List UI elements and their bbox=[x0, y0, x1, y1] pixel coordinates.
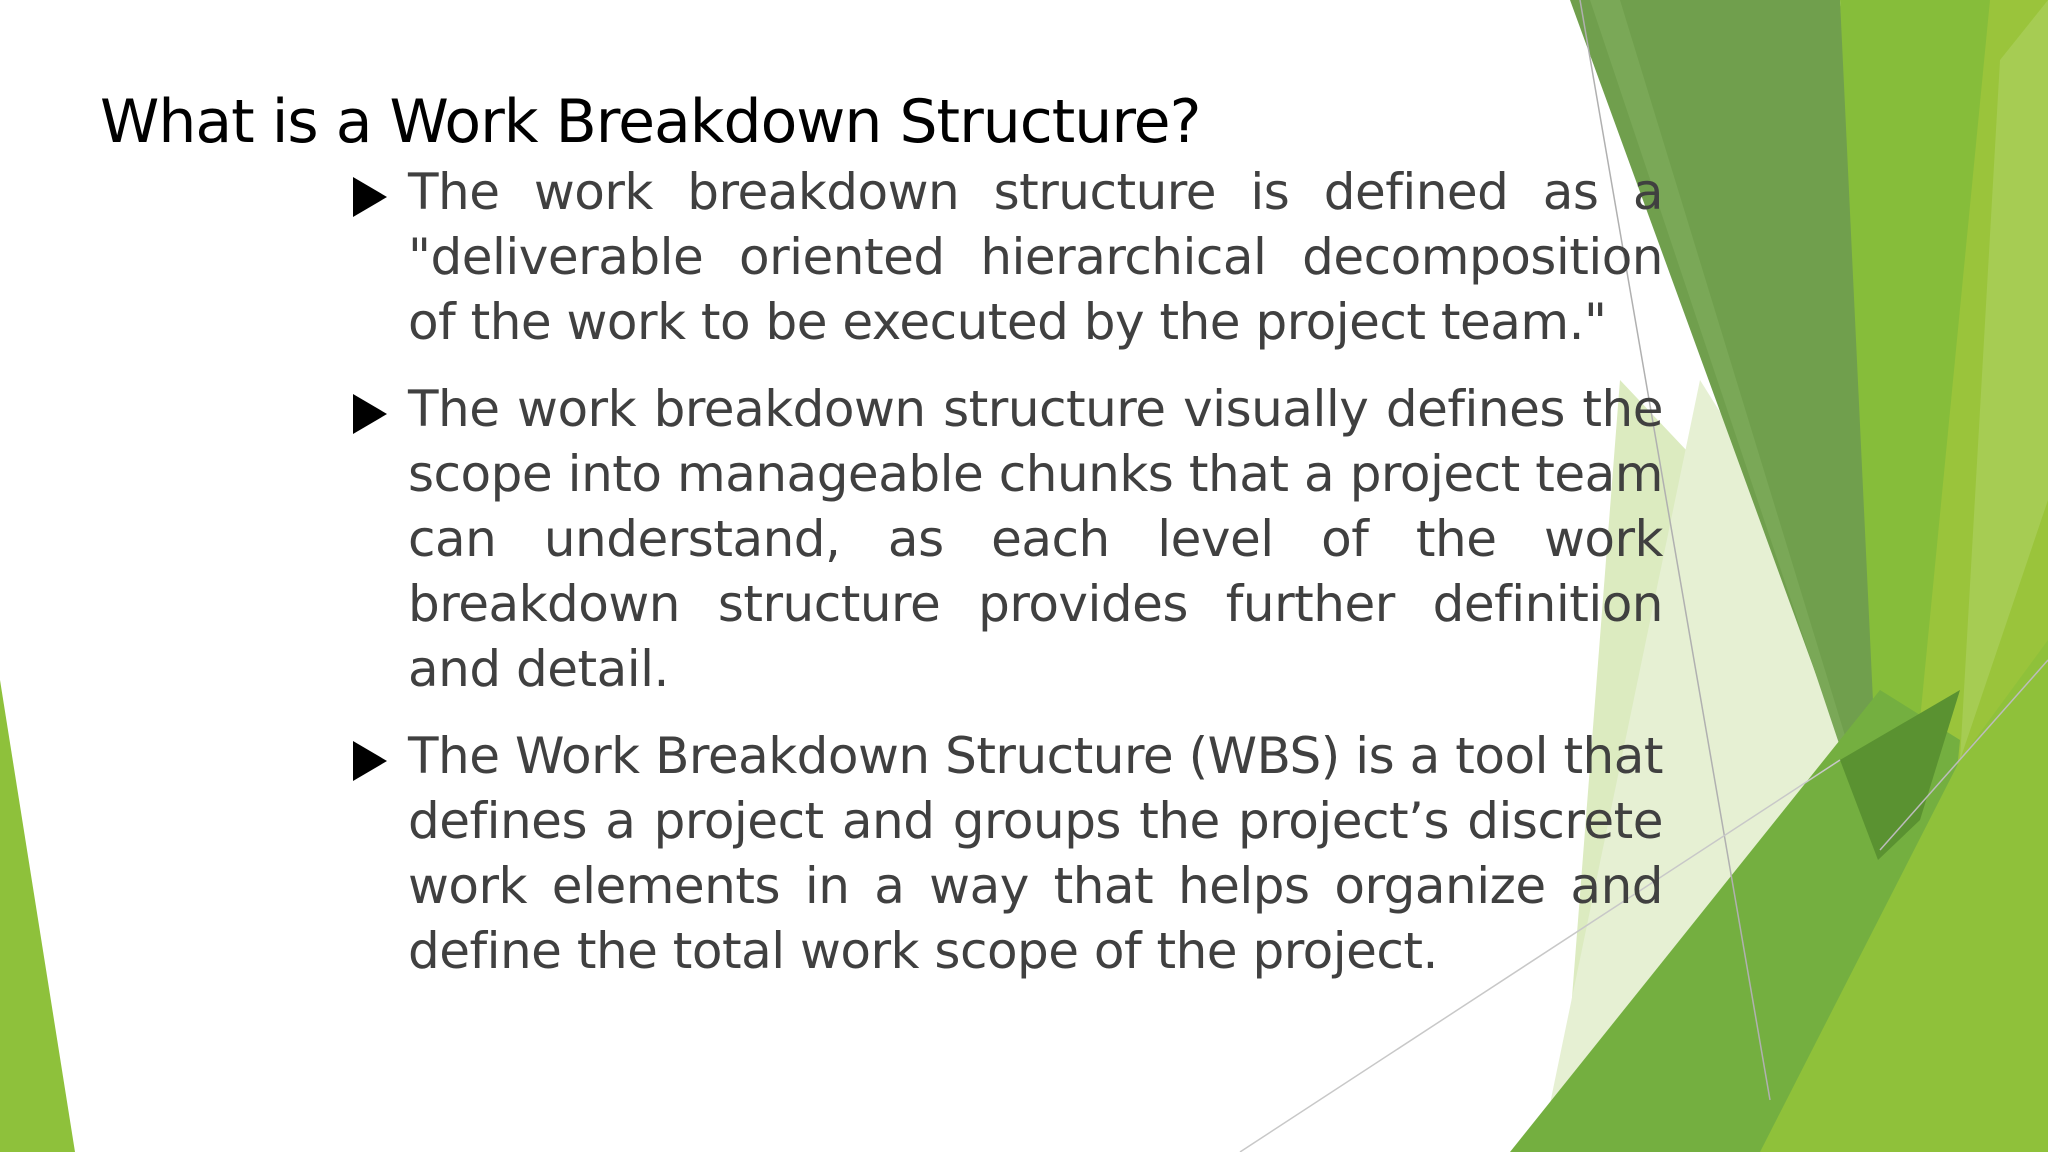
bullet-list bbox=[353, 160, 1663, 1006]
bullet-item bbox=[353, 160, 1663, 355]
bullet-item bbox=[353, 724, 1663, 984]
triangle-right-icon bbox=[353, 394, 387, 434]
slide-title: What is a Work Breakdown Structure? bbox=[100, 87, 1201, 157]
bullet-text: The work breakdown structure is defined as a "deliverable oriented hierarchical decomposition of the work to be executed by the project team." bbox=[408, 163, 1663, 351]
triangle-right-icon bbox=[353, 741, 387, 781]
bullet-text: The work breakdown structure visually defines the scope into manageable chunks that a project team can understand, as each level of the work breakdown structure provides further definition and detail. bbox=[408, 380, 1663, 698]
bullet-text: The Work Breakdown Structure (WBS) is a tool that defines a project and groups the project’s discrete work elements in a way that helps organize and define the total work scope of the project. bbox=[408, 727, 1663, 980]
bullet-item bbox=[353, 377, 1663, 702]
left-green-facet bbox=[0, 680, 75, 1152]
triangle-right-icon bbox=[353, 177, 387, 217]
